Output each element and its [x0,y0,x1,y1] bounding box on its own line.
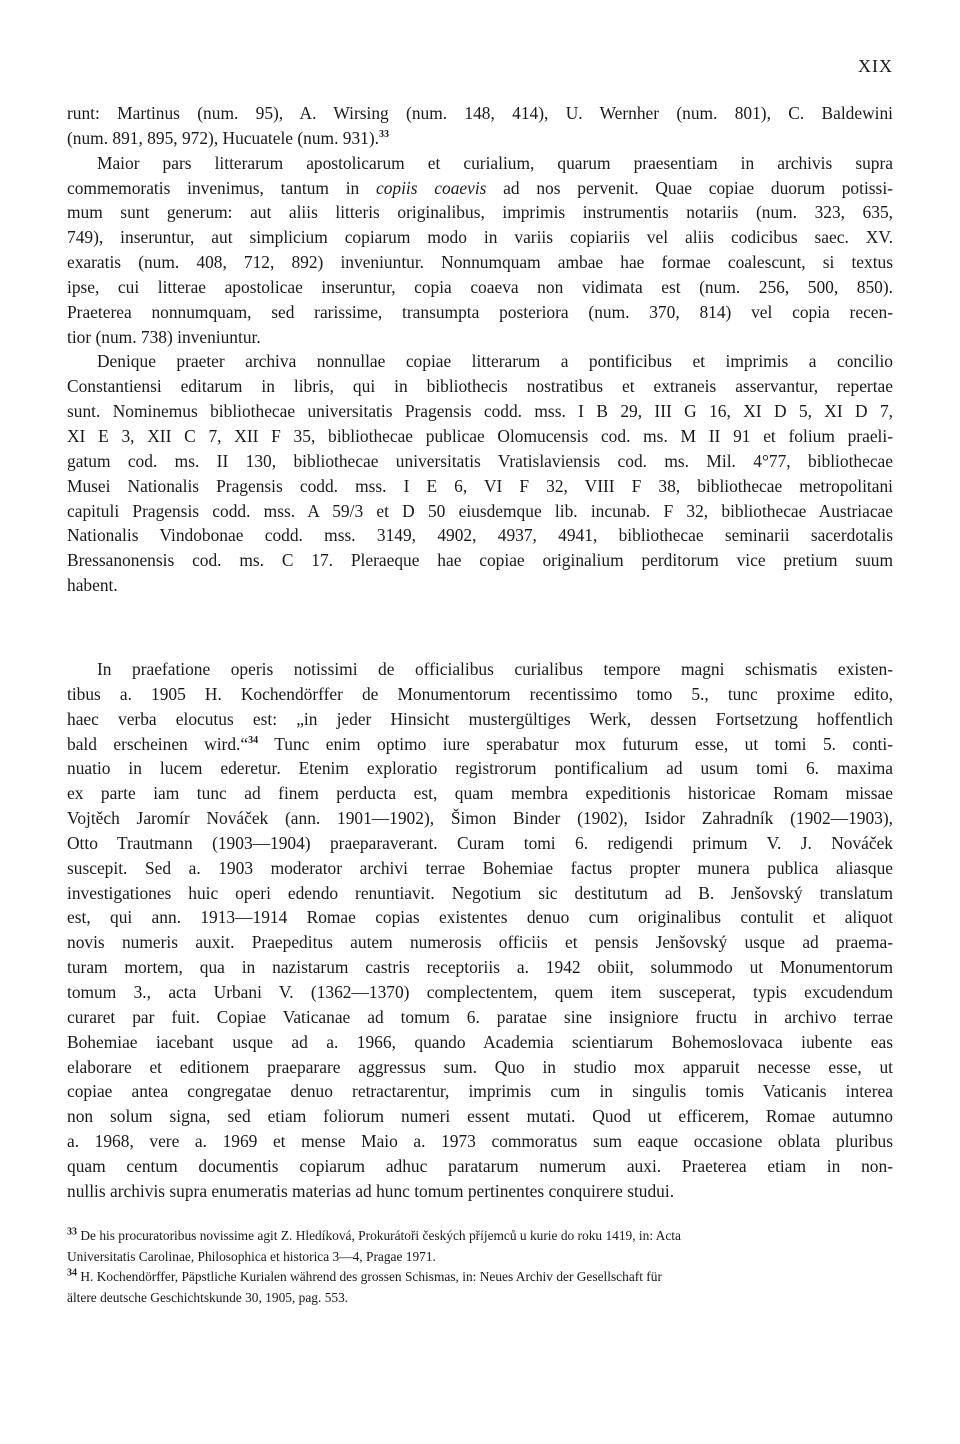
text-line: Denique praeter archiva nonnullae copiae litterarum a pontificibus et imprimis a concilio [97,351,893,372]
text-line: a. 1968, vere a. 1969 et mense Maio a. 1973 commoratus sum eaque occasione oblata pluribus [67,1131,893,1152]
text-span: Tunc enim optimo iure sperabatur mox futurum esse, ut tomi 5. conti- [274,733,893,754]
text-line: 749), inseruntur, aut simplicium copiarum modo in variis copiariis vel aliis codicibus saec. XV. [67,227,893,248]
text-line: non solum signa, sed etiam foliorum numeri essent mutati. Quod ut efficerem, Romae autumno [67,1106,893,1127]
footnote-text-line: ältere deutsche Geschichtskunde 30, 1905, pag. 553. [67,1289,349,1305]
text-line: turam mortem, qua in nazistarum castris receptoriis a. 1942 obiit, solummodo ut Monumentorum [67,957,893,978]
text-span: bald erscheinen wird.“ [67,733,249,754]
text-line: Praeterea nonnumquam, sed rarissime, transumpta posteriora (num. 370, 814) vel copia recen- [67,301,893,322]
text-line: quam centum documentis copiarum adhuc paratarum numerum auxi. Praeterea etiam in non- [67,1155,893,1176]
text-line: elaborare et editionem praeparare aggressus sum. Quo in studio mox apparuit necesse esse, ut [67,1056,893,1077]
text-line: curaret par fuit. Copiae Vaticanae ad tomum 6. paratae sine insigniore fructu in archivo terrae [67,1006,893,1027]
text-line [67,176,893,201]
text-line: novis numeris auxit. Praepeditus autem numerosis officiis et pensis Jenšovský usque ad praema- [67,932,893,953]
text-line: tibus a. 1905 H. Kochendörffer de Monumentorum recentissimo tomo 5., tunc proxime edito, [67,683,893,704]
text-line: haec verba elocutus est: „in jeder Hinsicht mustergültiges Werk, dessen Fortsetzung hoffentlich [67,708,893,729]
text-line: Otto Trautmann (1903—1904) praeparaverant. Curam tomi 6. redigendi primum V. J. Nováček [67,832,893,853]
text-line: gatum cod. ms. II 130, bibliothecae universitatis Vratislaviensis cod. ms. Mil. 4°77, bibliothecae [67,450,893,471]
footnote-ref-33: 33 [379,129,390,141]
text-line: nullis archivis supra enumeratis materias ad hunc tomum pertinentes conquirere studui. [67,1180,675,1201]
text-line: est, qui ann. 1913—1914 Romae copias existentes denuo cum originalibus contulit et aliquot [67,907,893,928]
footnote-mark: 33 [67,1226,77,1238]
text-span: commemoratis invenimus, tantum in [67,177,360,198]
footnote-33 [67,1226,893,1247]
text-line: runt: Martinus (num. 95), A. Wirsing (num. 148, 414), U. Wernher (num. 801), C. Baldewini [67,103,893,123]
text-line: habent. [67,575,118,596]
text-line: investigationes huic operi edendo renuntiavit. Negotium sic destitutum ad B. Jenšovský translatum [67,882,893,903]
text-line: ipse, cui litterae apostolicae inseruntur, copia coaeva non vidimata est (num. 256, 500, 850). [67,276,893,297]
text-line: sunt. Nominemus bibliothecae universitatis Pragensis codd. mss. I B 29, III G 16, XI D 5, XI D 7, [67,401,893,422]
text-line: tomum 3., acta Urbani V. (1362—1370) complectentem, quem item susceperat, typis excudendum [67,981,893,1002]
text-line [67,126,893,151]
text-line: In praefatione operis notissimi de officialibus curialibus tempore magni schismatis existen- [97,659,893,679]
footnote-text: De his procuratoribus novissime agit Z. Hledíková, Prokurátoři českých příjemců u kurie do roku 1419, in: Acta [80,1228,681,1243]
footnote-34 [67,1267,893,1288]
text-line: tior (num. 738) inveniuntur. [67,326,261,347]
text-span: (num. 891, 895, 972), Hucuatele (num. 931). [67,127,380,148]
text-line: Constantiensi editarum in libris, qui in bibliothecis nostratibus et extraneis asservantur, repertae [67,376,893,397]
text-line: copiae antea congregatae denuo retractarentur, imprimis cum in singulis tomis Vaticanis interea [67,1081,893,1102]
text-span: ad nos pervenit. Quae copiae duorum potissi- [503,177,893,198]
text-line: capituli Pragensis codd. mss. A 59/3 et D 50 eiusdemque lib. incunab. F 32, bibliothecae Austriacae [67,500,893,521]
footnotes [67,1226,893,1308]
section-2 [67,657,893,1204]
section-1 [67,101,893,598]
text-line: Bohemiae iacebant usque ad a. 1966, quando Academia scientiarum Bohemoslovaca iubente eas [67,1031,893,1052]
page-number: XIX [858,56,893,76]
text-line: Vojtěch Jaromír Nováček (ann. 1901—1902), Šimon Binder (1902), Isidor Zahradník (1902—1903), [67,808,893,829]
text-line: exaratis (num. 408, 712, 892) inveniuntur. Nonnumquam ambae hae formae coalescunt, si textus [67,252,893,273]
text-line: suscepit. Sed a. 1903 moderator archivi terrae Bohemiae factus propter munera publica aliasque [67,857,893,878]
footnote-text: H. Kochendörffer, Päpstliche Kurialen während des grossen Schismas, in: Neues Archiv der Gesellschaft für [80,1269,662,1284]
footnote-mark: 34 [67,1267,77,1279]
text-line: Nationalis Vindobonae codd. mss. 3149, 4902, 4937, 4941, bibliothecae seminarii sacerdotalis [67,525,893,546]
footnote-ref-34: 34 [248,734,259,746]
text-line: Musei Nationalis Pragensis codd. mss. I E 6, VI F 32, VIII F 38, bibliothecae metropolitani [67,475,893,496]
text-line: ex parte iam tunc ad finem perducta est, quam membra expeditionis historicae Romam missae [67,783,893,804]
text-line: mum sunt generum: aut aliis litteris originalibus, imprimis instrumentis notariis (num. 323, 635, [67,202,893,223]
italic-term: copiis coaevis [375,177,487,198]
text-line: Bressanonensis cod. ms. C 17. Pleraeque hae copiae originalium perditorum vice pretium suum [67,550,893,571]
text-line: XI E 3, XII C 7, XII F 35, bibliothecae publicae Olomucensis cod. ms. M II 91 et folium praeli- [67,425,893,446]
text-line: nuatio in lucem ederetur. Etenim exploratio registrorum pontificalium ad usum tomi 6. maxima [67,758,893,779]
footnote-text-line: Universitatis Carolinae, Philosophica et historica 3—4, Pragae 1971. [67,1248,436,1264]
text-line [67,732,893,757]
text-line: Maior pars litterarum apostolicarum et curialium, quarum praesentiam in archivis supra [97,152,893,173]
